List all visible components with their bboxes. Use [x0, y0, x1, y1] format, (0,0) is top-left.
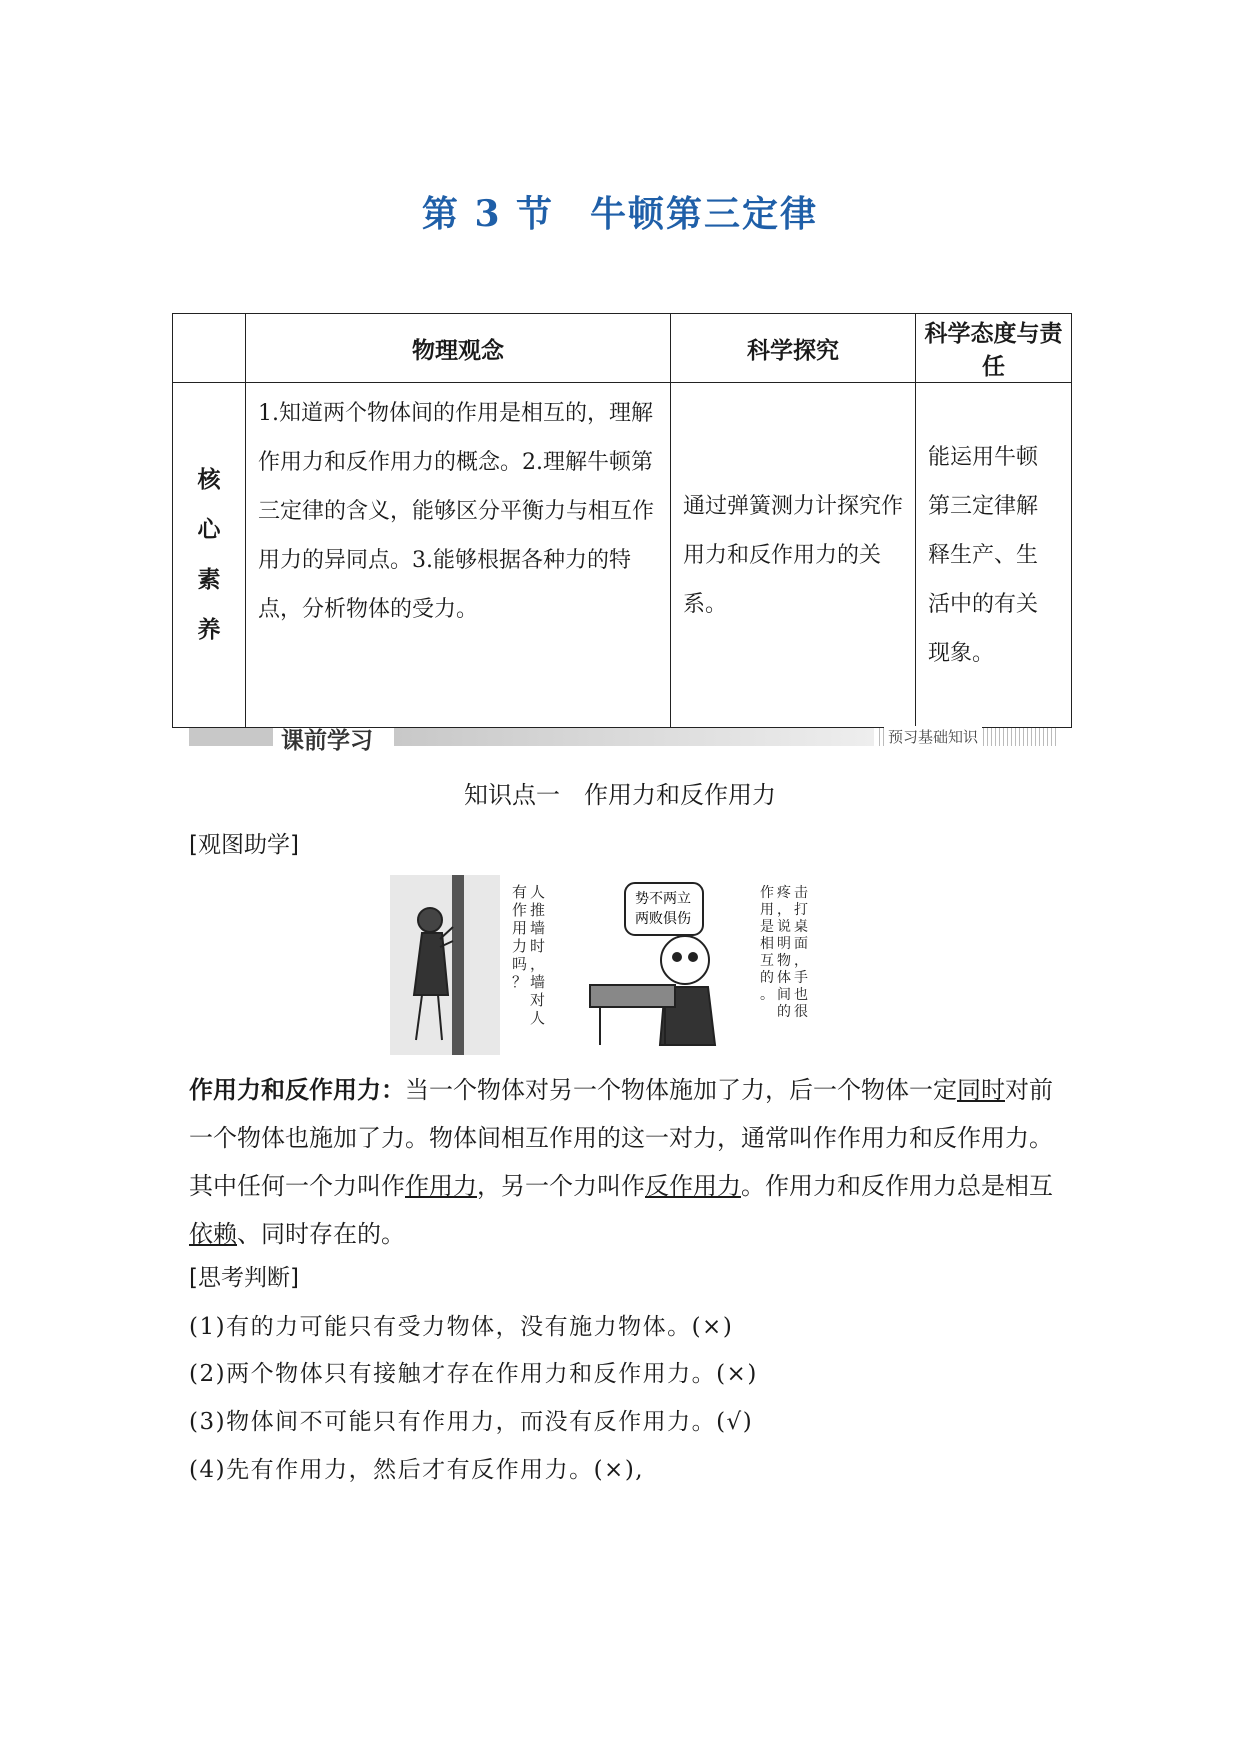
cell-attitude: 能运用牛顿第三定律解释生产、生活中的有关现象。: [916, 383, 1072, 728]
core-competency-table: [172, 313, 1072, 728]
row-label-core: 核 心 素 养: [173, 383, 246, 728]
svg-text:的: 的: [777, 1004, 791, 1020]
svg-text:墙: 墙: [530, 973, 546, 991]
svg-text:作: 作: [512, 901, 528, 919]
svg-text:对: 对: [530, 991, 546, 1009]
svg-text:也: 也: [794, 987, 808, 1003]
svg-text:面: 面: [794, 936, 808, 952]
svg-text:推: 推: [530, 901, 546, 919]
svg-text:相: 相: [760, 936, 774, 952]
knowledge-point-title: 知识点一 作用力和反作用力: [464, 781, 776, 809]
svg-text:吗: 吗: [512, 955, 528, 973]
svg-text:说: 说: [777, 919, 791, 935]
right-caption: [760, 884, 808, 1020]
svg-text:力: 力: [512, 937, 528, 955]
svg-text:疼: 疼: [777, 885, 791, 901]
svg-text:两败俱伤: 两败俱伤: [635, 911, 691, 927]
left-caption: [512, 883, 545, 1027]
svg-text:很: 很: [794, 1004, 808, 1020]
svg-text:击: 击: [794, 885, 808, 901]
svg-text:明: 明: [777, 936, 791, 952]
svg-text:体: 体: [777, 970, 791, 986]
illustration: [390, 875, 860, 1055]
svg-text:。: 。: [760, 987, 774, 1003]
figure-heading: [观图助学]: [189, 832, 299, 858]
blank-answer: 同时: [957, 1076, 1005, 1104]
judgment-item: (3)物体间不可能只有作用力，而没有反作用力。(√): [189, 1409, 754, 1435]
svg-text:？: ？: [512, 973, 528, 991]
svg-text:间: 间: [777, 987, 791, 1003]
cell-physics-concept: 1.知道两个物体间的作用是相互的，理解作用力和反作用力的概念。2.理解牛顿第三定律的含义，能够区分平衡力与相互作用力的异同点。3.能够根据各种力的特点，分析物体的受力。: [246, 383, 671, 728]
svg-text:，: ，: [530, 955, 546, 973]
svg-text:手: 手: [794, 970, 808, 986]
svg-text:互: 互: [760, 953, 774, 969]
speech-bubble: [625, 883, 703, 935]
svg-text:用: 用: [760, 902, 774, 918]
section-number: 第 3 节: [421, 193, 555, 235]
blank-answer: 作用力: [405, 1172, 477, 1200]
svg-text:物: 物: [777, 953, 791, 969]
cell-science-inquiry: 通过弹簧测力计探究作用力和反作用力的关系。: [671, 383, 916, 728]
page-title: [0, 186, 1240, 237]
table-corner: [173, 314, 246, 383]
section-bar-right-label: 预习基础知识: [884, 726, 982, 747]
section-title: 牛顿第三定律: [590, 193, 819, 235]
header-physics-concept: 物理观念: [246, 314, 671, 383]
left-caption-col-1: 有: [512, 883, 528, 901]
svg-text:，: ，: [794, 953, 808, 969]
judge-heading: [思考判断]: [189, 1265, 299, 1291]
bar-left-block: [189, 728, 273, 746]
svg-text:打: 打: [794, 902, 808, 918]
svg-text:时: 时: [530, 937, 546, 955]
svg-text:人: 人: [530, 883, 546, 901]
bar-gradient: [394, 728, 874, 746]
cartoon-illustration: [390, 875, 860, 1055]
judgment-item: (1)有的力可能只有受力物体，没有施力物体。(×): [189, 1314, 734, 1340]
svg-text:墙: 墙: [530, 919, 546, 937]
section-bar: [189, 722, 1069, 752]
judgment-item: (4)先有作用力，然后才有反作用力。(×),: [189, 1457, 645, 1483]
svg-text:作: 作: [760, 885, 774, 901]
svg-text:桌: 桌: [794, 919, 808, 935]
blank-answer: 依赖: [189, 1220, 237, 1248]
definition-paragraph: 作用力和反作用力：当一个物体对另一个物体施加了力，后一个物体一定同时对前一个物体也施加了力。物体间相互作用的这一对力，通常叫作作用力和反作用力。其中任何一个力叫作作用力，另一个力叫作反作用力。作用力和反作用力总是相互依赖、同时存在的。: [189, 1076, 1053, 1248]
svg-text:，: ，: [777, 902, 791, 918]
definition-term: 作用力和反作用力：: [189, 1076, 405, 1104]
header-attitude: 科学态度与责任: [916, 314, 1072, 383]
svg-text:用: 用: [512, 919, 528, 937]
svg-text:人: 人: [530, 1009, 546, 1027]
svg-text:势不两立: 势不两立: [635, 891, 691, 907]
man-hitting-table: [590, 936, 715, 1045]
svg-text:的: 的: [760, 970, 774, 986]
header-science-inquiry: 科学探究: [671, 314, 916, 383]
section-bar-label: 课前学习: [281, 728, 373, 754]
blank-answer: 反作用力: [645, 1172, 741, 1200]
judgment-item: (2)两个物体只有接触才存在作用力和反作用力。(×): [189, 1361, 758, 1387]
svg-text:是: 是: [760, 919, 774, 935]
